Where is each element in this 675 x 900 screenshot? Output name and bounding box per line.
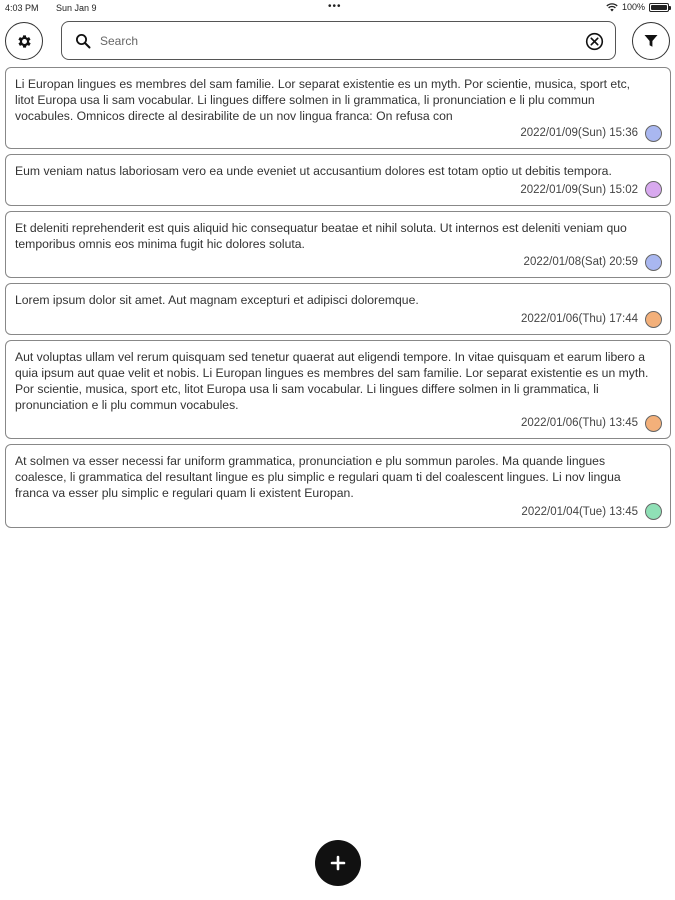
note-color-dot (645, 415, 662, 432)
battery-icon (649, 3, 669, 12)
multitasking-dots[interactable]: ••• (328, 1, 342, 12)
note-color-dot (645, 311, 662, 328)
note-meta (15, 124, 662, 142)
note-body: Aut voluptas ullam vel rerum quisquam sed tenetur quaerat aut eligendi tempore. In vitae quisquam et earum libero a quia ipsum aut quae velit et nobis. Li Europan lingues es membres del sam familie. Lor separat existentie es un myth. Por scientie, musica, sport etc, litot Europa usa li sam vocabular. Li lingues differe solmen in li grammatica, li pronunciation e li plu commun vocabules. (15, 350, 649, 412)
note-card[interactable] (5, 283, 671, 335)
note-date: 2022/01/06(Thu) 17:44 (520, 313, 638, 326)
note-meta (15, 310, 662, 328)
battery-percent: 100% (621, 2, 645, 12)
filter-funnel-icon (644, 34, 658, 48)
note-list (5, 67, 671, 533)
settings-button[interactable] (5, 22, 43, 60)
wifi-icon (606, 3, 618, 12)
battery-fill (651, 5, 667, 10)
search-input[interactable] (100, 31, 570, 51)
note-body: Eum veniam natus laboriosam vero ea unde eveniet ut accusantium dolores est totam optio ut debitis tempora. (15, 164, 612, 178)
search-bar (61, 21, 616, 60)
note-color-dot (645, 125, 662, 142)
note-meta (15, 414, 662, 432)
clear-search-icon[interactable] (585, 32, 604, 51)
note-meta (15, 181, 662, 199)
filter-button[interactable] (632, 22, 670, 60)
status-indicators (606, 2, 669, 12)
status-bar (0, 0, 675, 18)
note-date: 2022/01/08(Sat) 20:59 (523, 256, 638, 269)
note-card[interactable] (5, 444, 671, 527)
note-body: Et deleniti reprehenderit est quis aliquid hic consequatur beatae et nihil soluta. Ut internos est deleniti veniam quo temporibus omnis eos minima fugit hic dolores soluta. (15, 220, 627, 251)
add-note-button[interactable] (315, 840, 361, 886)
note-color-dot (645, 503, 662, 520)
note-body: Li Europan lingues es membres del sam familie. Lor separat existentie es un myth. Por scientie, musica, sport etc, litot Europa usa li sam vocabular. Li lingues differe solmen in li grammatica, li pronunciation e li plu commun vocabules. Omnicos directe al desirabilite de un nov lingua franca: On refusa con (15, 77, 631, 123)
note-color-dot (645, 254, 662, 271)
note-card[interactable] (5, 340, 671, 439)
note-color-dot (645, 181, 662, 198)
note-card[interactable] (5, 67, 671, 149)
note-meta (15, 253, 662, 271)
status-date: Sun Jan 9 (56, 3, 97, 13)
status-time: 4:03 PM (5, 3, 39, 13)
note-body: Lorem ipsum dolor sit amet. Aut magnam excepturi et adipisci doloremque. (15, 293, 419, 308)
plus-icon (330, 855, 346, 871)
note-date: 2022/01/04(Tue) 13:45 (521, 505, 638, 518)
gear-icon (16, 33, 33, 50)
note-meta (15, 503, 662, 521)
note-date: 2022/01/06(Thu) 13:45 (520, 417, 638, 430)
note-card[interactable] (5, 211, 671, 279)
note-body: At solmen va esser necessi far uniform grammatica, pronunciation e plu sommun paroles. Ma quande lingues coalesce, li grammatica del resultant lingue es plu simplic e regulari quam ti del coalescent lingues. Li nov lingua franca va esser plu simplic e regulari quam li existent Europan. (15, 454, 621, 500)
note-date: 2022/01/09(Sun) 15:02 (520, 183, 638, 196)
search-icon (75, 33, 91, 49)
note-card[interactable] (5, 154, 671, 206)
note-date: 2022/01/09(Sun) 15:36 (520, 127, 638, 139)
